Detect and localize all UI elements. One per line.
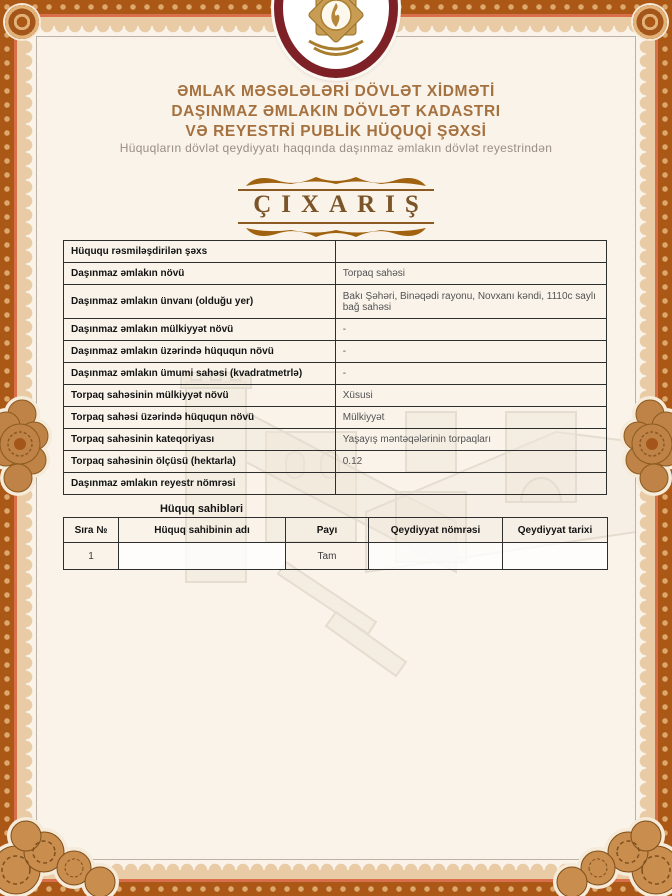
property-row-value: - xyxy=(335,363,606,385)
property-row-label: Torpaq sahəsinin kateqoriyası xyxy=(64,429,336,451)
title-flourish-top-icon xyxy=(241,172,431,188)
property-details-table xyxy=(63,240,607,495)
owners-col-tarix: Qeydiyyat tarixi xyxy=(503,518,608,543)
side-medallion-icon xyxy=(0,396,52,496)
property-row-label: Daşınmaz əmlakın reyestr nömrəsi xyxy=(64,473,336,495)
owner-sira: 1 xyxy=(64,543,119,570)
property-row-value: Xüsusi xyxy=(335,385,606,407)
organization-title xyxy=(40,82,632,142)
organization-title-line2: DAŞINMAZ ƏMLAKIN DÖVLƏT KADASTRI xyxy=(171,103,501,120)
table-row xyxy=(64,341,607,363)
table-row xyxy=(64,285,607,319)
owners-data-row xyxy=(64,543,608,570)
property-row-value: Yaşayış məntəqələrinin torpaqları xyxy=(335,429,606,451)
property-row-label: Daşınmaz əmlakın növü xyxy=(64,263,336,285)
property-row-label: Daşınmaz əmlakın mülkiyyət növü xyxy=(64,319,336,341)
azerbaijan-emblem-icon xyxy=(299,0,373,65)
owner-nomre xyxy=(369,543,503,570)
property-row-label: Torpaq sahəsinin ölçüsü (hektarla) xyxy=(64,451,336,473)
table-row xyxy=(64,241,607,263)
owner-payi: Tam xyxy=(286,543,369,570)
table-row xyxy=(64,385,607,407)
owners-header-row xyxy=(64,518,608,543)
table-row xyxy=(64,407,607,429)
property-row-label: Torpaq sahəsinin mülkiyyət növü xyxy=(64,385,336,407)
property-row-label: Daşınmaz əmlakın ümumi sahəsi (kvadratmetrlə) xyxy=(64,363,336,385)
owners-col-sira: Sıra № xyxy=(64,518,119,543)
side-medallion-icon xyxy=(620,396,672,496)
document-subtitle: Hüquqların dövlət qeydiyyatı haqqında daşınmaz əmlakın dövlət reyestrindən xyxy=(119,141,553,155)
owners-section-heading: Hüquq sahibləri xyxy=(159,503,244,515)
property-row-value xyxy=(335,241,606,263)
property-row-value: Mülkiyyət xyxy=(335,407,606,429)
table-row xyxy=(64,319,607,341)
property-row-value xyxy=(335,473,606,495)
owners-col-payi: Payı xyxy=(286,518,369,543)
organization-title-line3: VƏ REYESTRİ PUBLİK HÜQUQİ ŞƏXSİ xyxy=(185,123,487,140)
corner-scroll-icon xyxy=(0,812,119,896)
owners-col-nomre: Qeydiyyat nömrəsi xyxy=(369,518,503,543)
table-row xyxy=(64,473,607,495)
property-row-value: - xyxy=(335,319,606,341)
table-row xyxy=(64,263,607,285)
owner-tarix xyxy=(503,543,608,570)
table-row xyxy=(64,363,607,385)
property-row-value: 0.12 xyxy=(335,451,606,473)
organization-title-line1: ƏMLAK MƏSƏLƏLƏRİ DÖVLƏT XİDMƏTİ xyxy=(177,83,495,100)
property-row-label: Daşınmaz əmlakın ünvanı (olduğu yer) xyxy=(64,285,336,319)
title-rule-bottom xyxy=(238,222,434,224)
property-row-value: Torpaq sahəsi xyxy=(335,263,606,285)
owners-col-adi: Hüquq sahibinin adı xyxy=(119,518,286,543)
table-row xyxy=(64,429,607,451)
owner-adi xyxy=(119,543,286,570)
property-row-label: Hüququ rəsmiləşdirilən şəxs xyxy=(64,241,336,263)
table-row xyxy=(64,451,607,473)
property-row-label: Torpaq sahəsi üzərində hüququn növü xyxy=(64,407,336,429)
property-row-label: Daşınmaz əmlakın üzərində hüququn növü xyxy=(64,341,336,363)
owners-table xyxy=(63,517,608,570)
property-row-value: - xyxy=(335,341,606,363)
title-flourish-bottom-icon xyxy=(241,226,431,242)
corner-rosette-icon xyxy=(633,5,667,39)
document-title: ÇIXARIŞ xyxy=(253,191,429,218)
corner-rosette-icon xyxy=(5,5,39,39)
corner-scroll-icon xyxy=(553,812,672,896)
property-row-value: Bakı Şəhəri, Binəqədi rayonu, Novxanı kəndi, 1110c saylı bağ sahəsi xyxy=(335,285,606,319)
